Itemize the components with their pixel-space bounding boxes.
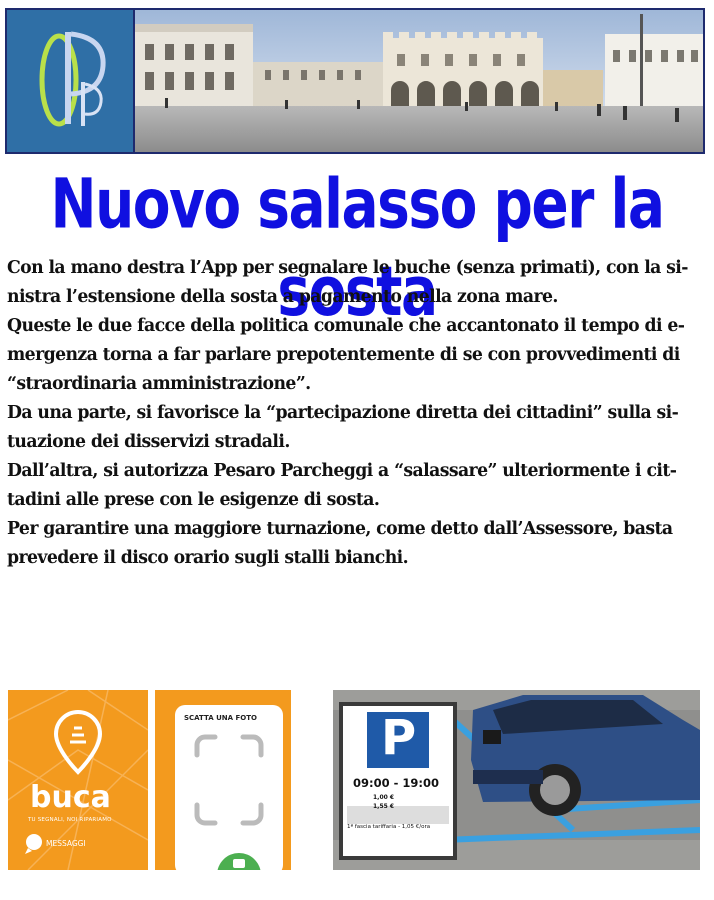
text-line: prevedere il disco orario sugli stalli bianchi. [7, 548, 409, 568]
text-line: tuazione dei disservizi stradali. [7, 432, 290, 452]
text-line: Queste le due facce della politica comunale che accantonato il tempo di e- [7, 316, 685, 336]
parking-sign-hours: 09:00 - 19:00 [353, 776, 439, 790]
text-line: mergenza torna a far parlare prepotentemente di se con provvedimenti di [7, 345, 680, 365]
photo-capture-screenshot [155, 690, 291, 870]
app-tagline: TU SEGNALI, NOI RIPARIAMO [28, 817, 112, 823]
text-line: Da una parte, si favorisce la “partecipazione diretta dei cittadini” sulla si- [7, 403, 679, 423]
logo-mark-icon [7, 10, 135, 152]
app-name: buca [30, 780, 111, 815]
parking-sign-letter: P [381, 710, 417, 766]
header-banner [5, 8, 705, 154]
paragraph [7, 254, 709, 312]
paragraph [7, 457, 709, 515]
text-line: Dall’altra, si autorizza Pesaro Parcheggi a “salassare” ulteriormente i cit- [7, 461, 677, 481]
car-icon [471, 695, 700, 816]
chat-bubble-icon [26, 834, 42, 850]
paragraph [7, 515, 709, 573]
article-body [7, 254, 709, 573]
buca-app-screenshot [8, 690, 148, 870]
text-line: Con la mano destra l’App per segnalare le buche (senza primati), con la si- [7, 258, 688, 278]
text-line: tadini alle prese con le esigenze di sosta. [7, 490, 380, 510]
camera-frame-icon [175, 705, 283, 870]
text-line: “straordinaria amministrazione”. [7, 374, 311, 394]
parking-photo [333, 690, 700, 870]
paragraph [7, 399, 709, 457]
parking-sign-rate: 1,00 € [373, 794, 395, 801]
parking-sign-rate: 1,55 € [373, 803, 395, 810]
logo [7, 10, 135, 152]
photo-label: SCATTA UNA FOTO [184, 714, 257, 722]
text-line: Per garantire una maggiore turnazione, come detto dall’Assessore, basta [7, 519, 673, 539]
page-title: Nuovo salasso per la sosta [50, 163, 664, 332]
piazza-photo [135, 10, 703, 152]
paragraph [7, 312, 709, 399]
messages-label: MESSAGGI [46, 839, 86, 848]
text-line: nistra l’estensione della sosta a pagamento nella zona mare. [7, 287, 558, 307]
photo-card [175, 705, 283, 870]
parking-sign-band: 1ª fascia tariffaria - 1,05 €/ora [347, 824, 431, 830]
